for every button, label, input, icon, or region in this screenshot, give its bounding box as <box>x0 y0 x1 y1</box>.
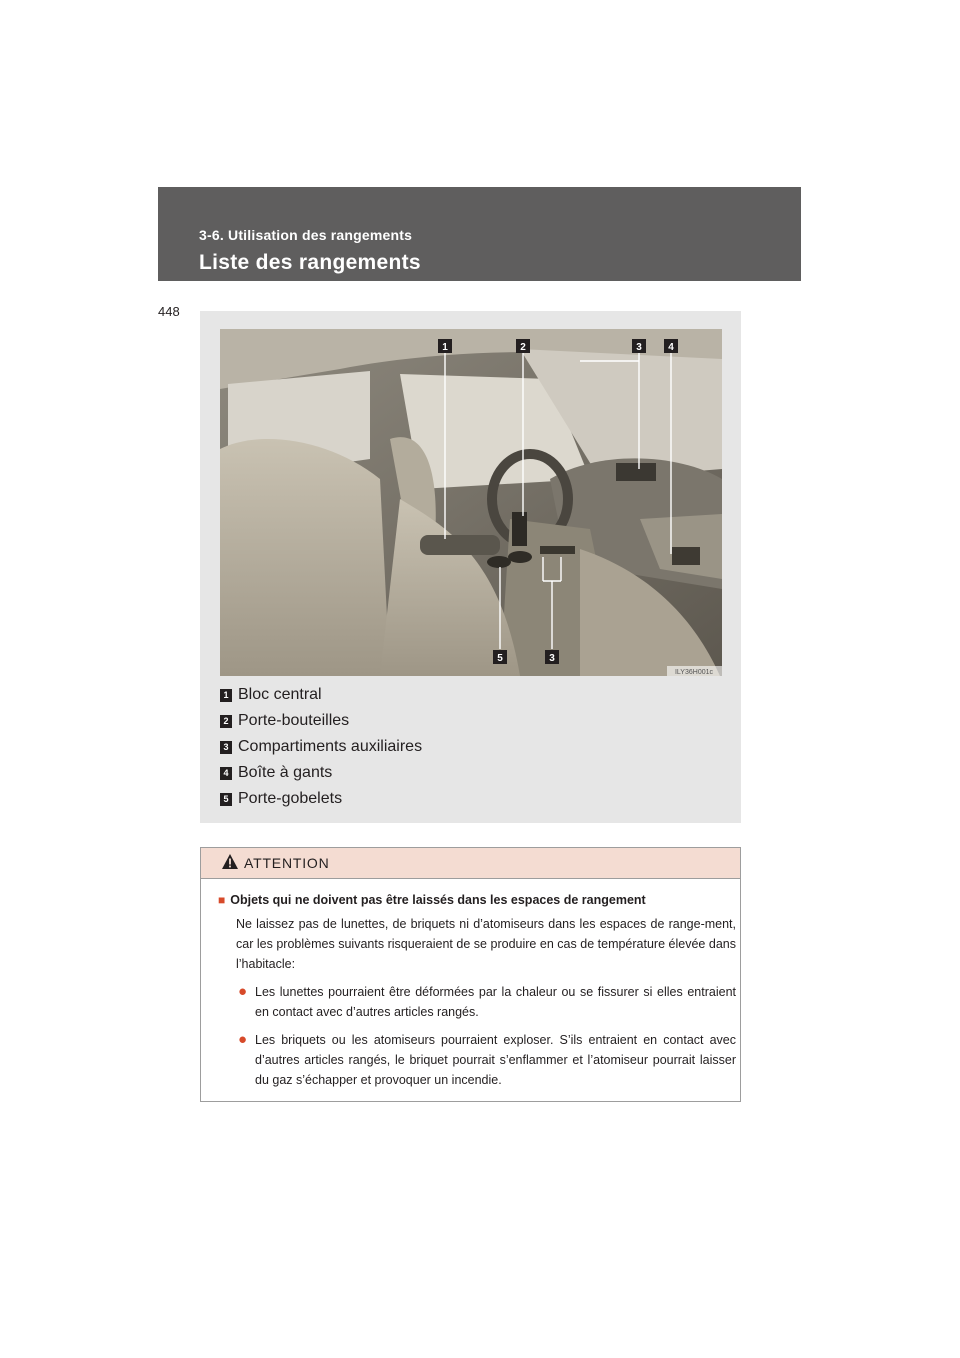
caution-title: ATTENTION <box>244 855 330 871</box>
warning-triangle-icon <box>221 853 239 870</box>
legend-label: Porte-bouteilles <box>238 712 350 729</box>
caution-box <box>200 847 741 1102</box>
svg-text:4: 4 <box>668 342 674 353</box>
legend-label: Porte-gobelets <box>238 790 343 807</box>
round-bullet-icon: ● <box>238 983 248 1000</box>
legend-label: Boîte à gants <box>238 764 333 781</box>
dash-compartment <box>616 463 656 481</box>
cup-holder-2 <box>508 551 532 563</box>
center-armrest <box>420 535 500 555</box>
svg-text:1: 1 <box>442 342 448 353</box>
svg-text:2: 2 <box>520 342 526 353</box>
callout-1 <box>438 339 452 353</box>
legend-label: Bloc central <box>238 686 322 703</box>
aux-compartment <box>540 546 575 554</box>
caution-list-item <box>238 1030 736 1090</box>
legend-item <box>220 708 720 734</box>
caution-heading-text: Objets qui ne doivent pas être laissés dans les espaces de rangement <box>230 893 646 907</box>
car-interior-illustration <box>220 329 722 676</box>
legend-item <box>220 734 720 760</box>
caution-paragraph: Ne laissez pas de lunettes, de briquets ni d’atomiseurs dans les espaces de range-ment, car les problèmes suivants risqueraient de se produire en cas de température élevée dans l’habitacle: <box>236 917 736 971</box>
car-interior-photo <box>220 329 722 676</box>
legend-list <box>220 682 720 812</box>
legend-label: Compartiments auxiliaires <box>238 738 423 755</box>
svg-text:3: 3 <box>636 342 642 353</box>
page-number: 448 <box>158 304 180 319</box>
legend-item <box>220 760 720 786</box>
legend-number: 1 <box>220 689 232 702</box>
callout-3-top <box>632 339 646 353</box>
glove-box-handle <box>672 547 700 565</box>
illustration-panel <box>200 311 741 823</box>
caution-list-item <box>238 982 736 1022</box>
rear-seat <box>220 439 390 676</box>
caution-item-text: Les briquets ou les atomiseurs pourraient exploser. S’ils entraient en contact avec d’autres articles rangés, le briquet pourrait s’enflammer et l’atomiseur pourrait laisser du gaz s’échapper et provoquer un incendie. <box>255 1033 736 1087</box>
legend-item <box>220 682 720 708</box>
callout-3-bottom <box>545 650 559 664</box>
legend-item <box>220 786 720 812</box>
header-band <box>158 187 801 281</box>
svg-text:3: 3 <box>549 653 555 664</box>
caution-body <box>218 893 736 1098</box>
callout-5 <box>493 650 507 664</box>
cup-holder-1 <box>487 556 511 568</box>
page-title: Liste des rangements <box>199 251 421 274</box>
legend-number: 2 <box>220 715 232 728</box>
image-code: ILY36H001c <box>674 669 714 676</box>
caution-heading <box>218 893 736 907</box>
svg-text:5: 5 <box>497 653 503 664</box>
callout-4 <box>664 339 678 353</box>
bottle-holder <box>512 512 527 546</box>
section-label: 3-6. Utilisation des rangements <box>199 227 413 243</box>
callout-2 <box>516 339 530 353</box>
legend-number: 5 <box>220 793 232 806</box>
square-bullet-icon: ■ <box>218 893 226 907</box>
legend-number: 3 <box>220 741 232 754</box>
caution-item-text: Les lunettes pourraient être déformées par la chaleur ou se fissurer si elles entraient en contact avec d’autres articles rangés. <box>255 985 736 1019</box>
round-bullet-icon: ● <box>238 1031 248 1048</box>
legend-number: 4 <box>220 767 232 780</box>
caution-header <box>201 848 740 879</box>
